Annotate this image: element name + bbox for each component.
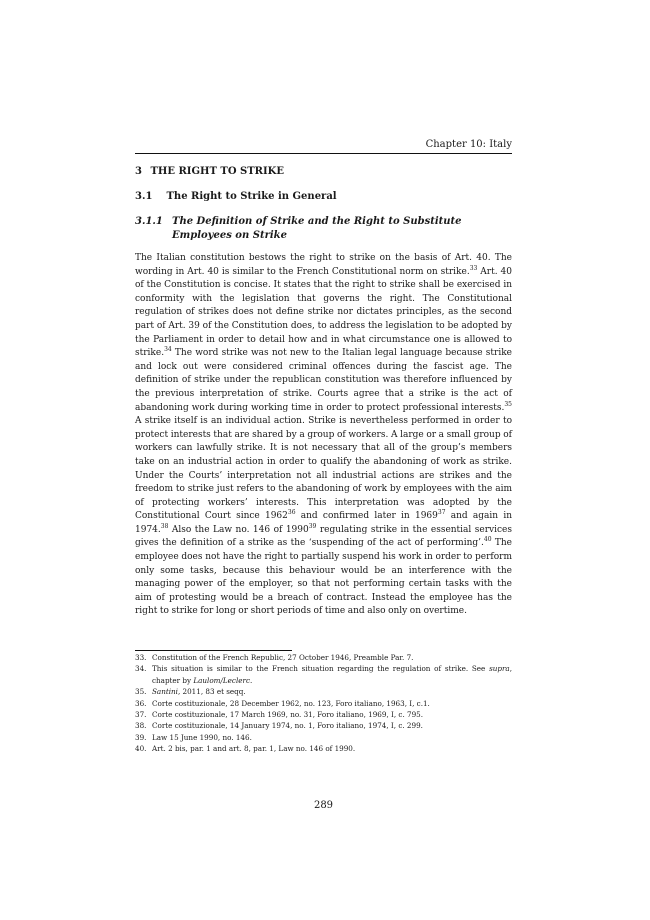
page-number: 289 (313, 800, 334, 811)
body-paragraph (135, 252, 512, 619)
footnote-emphasis: Santini (152, 687, 178, 697)
footnote-text: Corte costituzionale, 14 January 1974, no. 1, Foro italiano, 1974, I, c. 299. (152, 721, 423, 731)
footnote-text: Art. 2 bis, par. 1 and art. 8, par. 1, Law no. 146 of 1990. (152, 744, 356, 754)
footnote (135, 663, 512, 686)
footnote-text-run: , chapter by (152, 664, 512, 685)
footnote (135, 732, 512, 743)
footnote-ref[interactable]: 39 (308, 522, 317, 530)
subsubsection-heading (135, 215, 512, 243)
footnote (135, 720, 512, 731)
section-number: 3 (135, 166, 142, 177)
footnote (135, 686, 512, 697)
footnote-number: 35. (135, 687, 147, 697)
footnote-number: 37. (135, 710, 147, 720)
footnote-ref[interactable]: 36 (287, 509, 296, 517)
footnote-ref[interactable]: 34 (164, 346, 172, 354)
running-head: Chapter 10: Italy (425, 139, 512, 150)
footnote-text-run: . (249, 675, 253, 685)
footnote-number: 38. (135, 721, 147, 731)
footnote (135, 652, 512, 663)
footnote-number: 39. (135, 732, 147, 742)
body-text-run: Art. 40 of the Constitution is concise. It states that the right to strike shall be exercised in conformity with the legislation that governs the right. The Constitutional regulation of strikes does not define strike nor dictates principles, as the second part of Art. 39 of the Constitution does, to address the legislation to be adopted by the Parliament in order to detail how and in what circumstance one is allowed to strike. (135, 266, 512, 359)
body-text-run: regulating strike in the essential services gives the definition of a strike as the ‘suspending of the act of performing’. (135, 524, 512, 549)
footnotes (135, 652, 512, 755)
footnote-text-run: This situation is similar to the French situation regarding the regulation of strike. See (152, 664, 490, 674)
footnote-text-run: , 2011, 83 et seqq. (177, 687, 246, 697)
footnote-ref[interactable]: 37 (437, 509, 446, 517)
section-heading (135, 166, 284, 177)
body-text-run: A strike itself is an individual action. Strike is nevertheless performed in order to protect interests that are shared by a group of workers. A large or a small group of workers can lawfully strike. It is not necessary that all of the group’s members take on an industrial action in order to qualify the abandoning of work as strike. Under the Courts’ interpretation not all industrial actions are strikes and the freedom to strike just refers to the abandoning of work by employees with the aim of protecting workers’ interests. This interpretation was adopted by the Constitutional Court since 1962 (135, 416, 512, 522)
footnote-emphasis: Laulom/Leclerc (193, 675, 250, 685)
footnote-number: 34. (135, 664, 147, 674)
body-text-run: The word strike was not new to the Italian legal language because strike and lock out were considered criminal offences during the fascist age. The definition of strike under the republican constitution was therefore influenced by the previous interpretation of strike. Courts agree that a strike is the act of abandoning work during working time in order to protect professional interests. (135, 348, 512, 413)
footnote-rule (135, 650, 292, 651)
header-rule (135, 153, 512, 154)
section-title: THE RIGHT TO STRIKE (150, 166, 284, 177)
body-text-run: The employee does not have the right to partially suspend his work in order to perform only some tasks, because this behaviour would be an interference with the managing power of the employer, so that not performing certain tasks with the aim of protesting would be a breach of contract. Instead the employee has the right to strike for long or short periods of time and also only on overtime. (135, 538, 512, 617)
footnote-text: Constitution of the French Republic, 27 October 1946, Preamble Par. 7. (152, 653, 414, 662)
footnote-text: Corte costituzionale, 28 December 1962, no. 123, Foro italiano, 1963, I, c.1. (152, 698, 430, 708)
footnote (135, 698, 512, 709)
footnote-emphasis: supra (489, 664, 510, 674)
subsection-title: The Right to Strike in General (166, 191, 337, 202)
footnote-number: 40. (135, 744, 147, 754)
footnote-ref[interactable]: 33 (469, 264, 478, 272)
footnote-number: 36. (135, 698, 147, 708)
footnote-ref[interactable]: 40 (483, 536, 492, 544)
body-text-run: Also the Law no. 146 of 1990 (168, 524, 309, 535)
body-text-run: The Italian constitution bestows the right to strike on the basis of Art. 40. The wording in Art. 40 is similar to the French Constitutional norm on strike. (135, 253, 512, 277)
subsubsection-number: 3.1.1 (135, 216, 163, 227)
footnote (135, 709, 512, 720)
subsubsection-title: The Definition of Strike and the Right to Substitute Employees on Strike (172, 216, 462, 241)
footnote-ref[interactable]: 35 (504, 400, 512, 408)
footnote-text: Law 15 June 1990, no. 146. (152, 732, 252, 742)
body-text-run: and confirmed later in 1969 (295, 511, 438, 522)
subsection-number: 3.1 (135, 191, 153, 202)
footnote-text: Corte costituzionale, 17 March 1969, no. 31, Foro italiano, 1969, I, c. 795. (152, 710, 424, 720)
footnote-number: 33. (135, 653, 147, 662)
footnote-ref[interactable]: 38 (160, 522, 169, 530)
footnote (135, 743, 512, 754)
footnote-text (152, 686, 512, 697)
body-text-run: and again in 1974. (135, 511, 512, 535)
subsection-heading (135, 191, 337, 202)
footnote-text (152, 663, 512, 686)
